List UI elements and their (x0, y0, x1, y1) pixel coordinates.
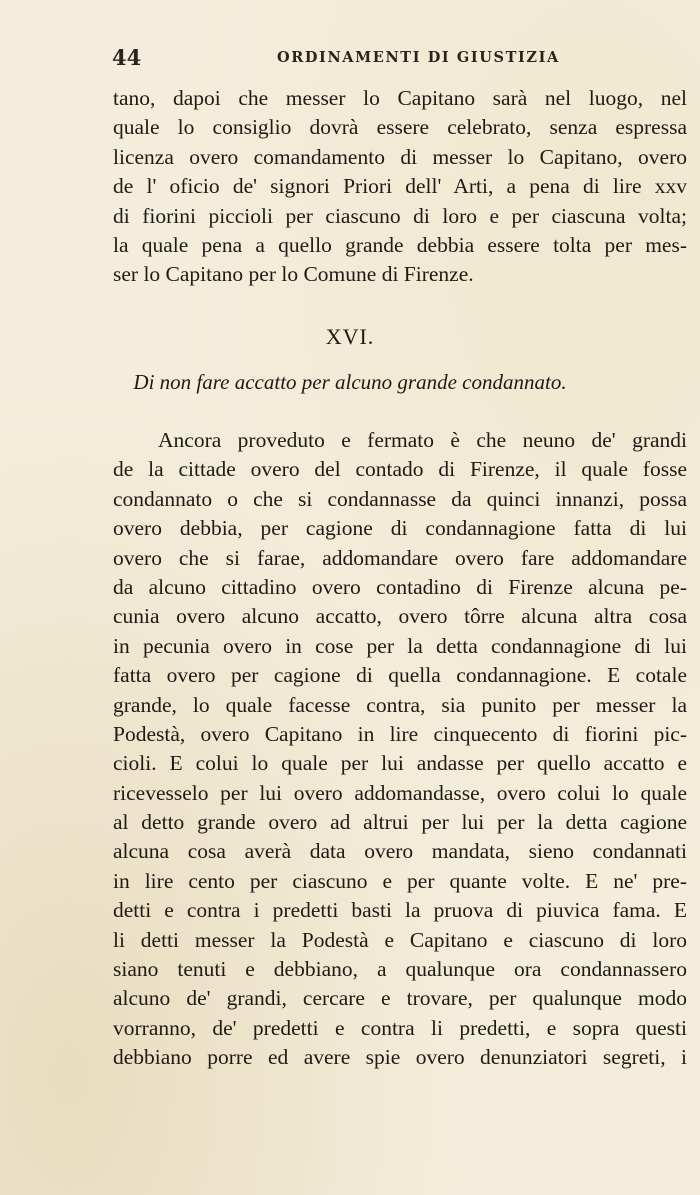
text-line: Ancora proveduto e fermato è che neuno de' grandi (158, 428, 687, 452)
text-line: in pecunia overo in cose per la detta condannagione di lui (113, 633, 687, 658)
text-line: alcuna cosa averà data overo mandata, sieno condannati (113, 839, 687, 864)
text-line: de la cittade overo del contado di Firenze, il quale fosse (113, 457, 687, 482)
text-line: quale lo consiglio dovrà essere celebrato, senza espressa (113, 115, 687, 140)
text-line: la quale pena a quello grande debbia essere tolta per mes- (113, 232, 687, 257)
paragraph-section-xvi (113, 426, 687, 1073)
text-line: li detti messer la Podestà e Capitano e ciascuno di loro (113, 927, 687, 952)
text-line: da alcuno cittadino overo contadino di Firenze alcuna pe- (113, 574, 687, 599)
running-head (112, 45, 592, 75)
text-line: licenza overo comandamento di messer lo Capitano, overo (113, 144, 687, 169)
text-line: detti e contra i predetti basti la pruova di piuvica fama. E (113, 898, 687, 923)
text-line: cioli. E colui lo quale per lui andasse per quello accatto e (113, 751, 687, 776)
text-line: grande, lo quale facesse contra, sia punito per messer la (113, 692, 687, 717)
text-line: ricevesselo per lui overo addomandasse, overo colui lo quale (113, 780, 687, 805)
text-line: siano tenuti e debbiano, a qualunque ora condannassero (113, 957, 687, 982)
text-line: cunia overo alcuno accatto, overo tôrre alcuna altra cosa (113, 604, 687, 629)
text-line: debbiano porre ed avere spie overo denunziatori segreti, i (113, 1045, 687, 1070)
text-line: tano, dapoi che messer lo Capitano sarà nel luogo, nel (113, 86, 687, 110)
section-number: XVI. (325, 324, 375, 349)
paragraph-continuation (113, 84, 687, 290)
page-number: 44 (112, 45, 142, 70)
section-title: Di non fare accatto per alcuno grande condannato. (133, 370, 567, 394)
text-line: al detto grande overo ad altrui per lui per la detta cagione (113, 810, 687, 835)
text-line: Podestà, overo Capitano in lire cinquecento di fiorini pic- (113, 721, 687, 746)
text-line: di fiorini piccioli per ciascuno di loro e per ciascuna volta; (113, 203, 687, 228)
text-line: overo debbia, per cagione di condannagione fatta di lui (113, 516, 687, 541)
text-line: fatta overo per cagione di quella condannagione. E cotale (113, 663, 687, 688)
text-line: vorranno, de' predetti e contra li predetti, e sopra questi (113, 1015, 687, 1040)
text-line: in lire cento per ciascuno e per quante volte. E ne' pre- (113, 868, 687, 893)
text-line: condannato o che si condannasse da quinci innanzi, possa (113, 486, 687, 511)
text-line: ser lo Capitano per lo Comune di Firenze. (113, 262, 474, 287)
text-line: de l' oficio de' signori Priori dell' Arti, a pena di lire xxv (113, 174, 687, 199)
running-head-title: ORDINAMENTI DI GIUSTIZIA (277, 49, 560, 66)
text-line: alcuno de' grandi, cercare e trovare, per qualunque modo (113, 986, 687, 1011)
text-line: overo che si farae, addomandare overo fare addomandare (113, 545, 687, 570)
